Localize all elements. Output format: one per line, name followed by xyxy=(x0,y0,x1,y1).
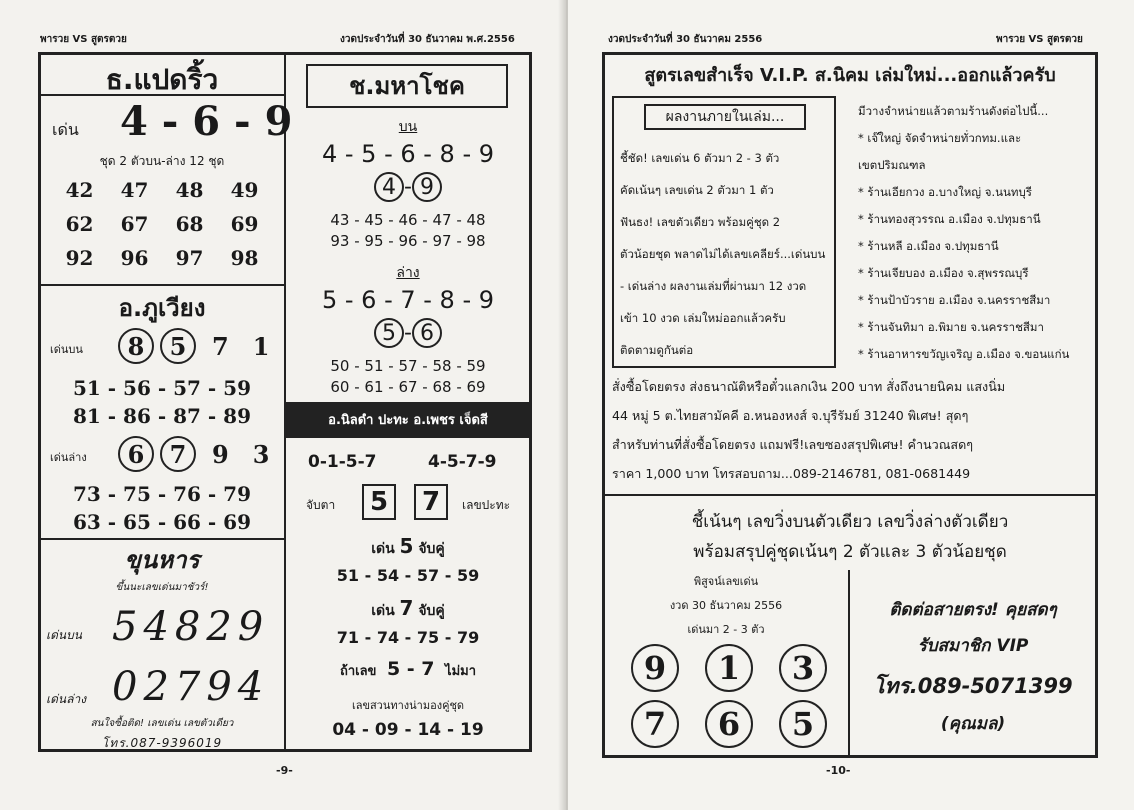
s2-bottom-rows xyxy=(40,480,284,536)
s1-number: 68 xyxy=(175,212,204,236)
s2-title: อ.ภูเวียง xyxy=(118,294,206,322)
store-list-line: เขตปริมณฑล xyxy=(858,158,926,172)
s4-bottom-row: 5 - 6 - 7 - 8 - 9 xyxy=(321,286,495,314)
s1-number: 67 xyxy=(120,212,149,236)
s4-top-pair-row-1: 43 - 45 - 46 - 47 - 48 xyxy=(330,211,486,229)
s2-top-plain-2: 1 xyxy=(252,331,270,361)
s5-row5: 51 - 54 - 57 - 59 xyxy=(336,566,480,585)
s2-bottom-plain-1: 9 xyxy=(212,439,229,469)
s2-top-rows xyxy=(40,374,284,430)
s4-title: ช.มหาโชค xyxy=(306,64,508,108)
inner-result-line: ตัวน้อยชุด พลาดไม่ได้เลขเคลียร์...เด่นบน xyxy=(620,247,826,261)
order-info xyxy=(612,372,1094,488)
store-list-line: * ร้านหลี อ.เมือง จ.ปทุมธานี xyxy=(858,239,999,253)
s1-number: 62 xyxy=(65,212,94,236)
s3-phone: โทร.087-9396019 xyxy=(101,736,223,750)
s1-number: 92 xyxy=(65,246,94,270)
inner-result-line: คัดเน้นๆ เลขเด่น 2 ตัวมา 1 ตัว xyxy=(620,183,774,197)
inner-result-line: ติดตามดูกันต่อ xyxy=(620,343,694,357)
left-page-number: -9- xyxy=(276,764,293,777)
s5-box-2: 7 xyxy=(414,484,448,520)
s1-number-grid xyxy=(40,178,284,270)
s5-if-label: ถ้าเลข xyxy=(339,664,377,679)
proof-circle-4: 7 xyxy=(631,700,679,748)
s5-lead7-label: เด่น xyxy=(371,603,395,619)
s4-bottom-circle-2: 6 xyxy=(412,318,442,348)
promo-line-1: ชี้เน้นๆ เลขวิ่งบนตัวเดียว เลขวิ่งล่างตัวเดียว xyxy=(691,512,1009,532)
s5-lead5-number: 5 xyxy=(399,534,414,558)
s1-number: 48 xyxy=(175,178,204,202)
s2-bottom-plain-2: 3 xyxy=(252,439,270,469)
s5-row1-left: 0-1-5-7 xyxy=(308,452,377,472)
s4-bottom-pair-row-1: 50 - 51 - 57 - 58 - 59 xyxy=(330,357,486,375)
s5-lead5-tail: จับคู่ xyxy=(418,541,445,557)
s2-top-row-1: 51 - 56 - 57 - 59 xyxy=(72,376,251,400)
s5-lead7 xyxy=(286,596,530,622)
s1-bottom-rule xyxy=(40,284,284,286)
s5-if-numbers: 5 - 7 xyxy=(386,658,435,680)
s3-bottom-number: 02794 xyxy=(112,664,270,710)
order-bottom-rule xyxy=(604,494,1096,496)
s1-subtitle: ชุด 2 ตัวบน-ล่าง 12 ชุด xyxy=(99,154,225,168)
proof-title: พิสูจน์เลขเด่น xyxy=(693,575,759,588)
s5-lead5-label: เด่น xyxy=(371,541,395,557)
order-line: สำหรับท่านที่สั่งซื้อโดยตรง แถมฟรี!เลขซองสรุปพิเศษ! คำนวณสดๆ xyxy=(612,437,974,452)
s2-top-circle-2: 5 xyxy=(160,328,196,364)
s3-title: ขุนหาร xyxy=(124,546,200,574)
s3-note: สนใจซื้อติด! เลขเด่น เลขตัวเดียว xyxy=(90,718,234,729)
s3-subtitle: ขึ้นนะเลขเด่นมาชัวร์! xyxy=(115,582,209,593)
proof-numbers xyxy=(618,644,840,748)
s5-lead7-tail: จับคู่ xyxy=(418,603,445,619)
s1-number: 69 xyxy=(230,212,259,236)
proof-circle-3: 3 xyxy=(779,644,827,692)
s4-bottom-pairs xyxy=(286,356,530,398)
s1-title-rule xyxy=(40,94,284,96)
s3-bottom-label: เด่นล่าง xyxy=(46,692,87,706)
s2-bottom-circle-2: 7 xyxy=(160,436,196,472)
right-page xyxy=(568,0,1134,810)
contact-phone: โทร.089-5071399 xyxy=(873,674,1073,698)
s5-pair-row: 04 - 09 - 14 - 19 xyxy=(332,720,484,740)
inner-result-line: ชี้ชัด! เลขเด่น 6 ตัวมา 2 - 3 ตัว xyxy=(620,151,780,165)
left-header-title: พารวย VS สูตรตวย xyxy=(40,34,127,45)
store-list-line: * ร้านเจียบอง อ.เมือง จ.สุพรรณบุรี xyxy=(858,266,1029,280)
promo-line-2: พร้อมสรุปคู่ชุดเน้นๆ 2 ตัวและ 3 ตัวน้อยชุด xyxy=(693,542,1007,562)
contact-line-2: รับสมาชิก VIP xyxy=(917,636,1029,656)
proof-circle-1: 9 xyxy=(631,644,679,692)
proof-circle-5: 6 xyxy=(705,700,753,748)
right-header-date: งวดประจำวันที่ 30 ธันวาคม 2556 xyxy=(608,34,763,45)
s1-number: 96 xyxy=(120,246,149,270)
s1-number: 49 xyxy=(230,178,259,202)
right-main-title: สูตรเลขสำเร็จ V.I.P. ส.นิคม เล่มใหม่...ออกแล้วครับ xyxy=(644,65,1056,86)
s5-if-tail: ไม่มา xyxy=(445,664,477,679)
s1-number: 42 xyxy=(65,178,94,202)
s5-lead7-number: 7 xyxy=(399,596,414,620)
left-page xyxy=(0,0,566,810)
store-list-line: มีวางจำหน่ายแล้วตามร้านดังต่อไปนี้... xyxy=(858,104,1049,118)
s1-number: 97 xyxy=(175,246,204,270)
s4-bottom-pair-row-2: 60 - 61 - 67 - 68 - 69 xyxy=(330,378,486,396)
store-list-line: * ร้านเอียกวง อ.บางใหญ่ จ.นนทบุรี xyxy=(858,185,1032,199)
s2-top-row-2: 81 - 86 - 87 - 89 xyxy=(72,404,251,428)
s2-bottom-lead xyxy=(118,436,269,472)
s1-lead-label: เด่น xyxy=(52,120,79,139)
order-line: สั่งซื้อโดยตรง ส่งธนาณัติหรือตั๋วแลกเงิน 200 บาท สั่งถึงนายนิคม แสงนิ่ม xyxy=(612,379,1006,394)
right-header-title: พารวย VS สูตรตวย xyxy=(996,34,1083,45)
right-page-number: -10- xyxy=(826,764,851,777)
s2-top-label: เด่นบน xyxy=(50,343,83,356)
s4-top-circle-2: 9 xyxy=(412,172,442,202)
s5-row7: 71 - 74 - 75 - 79 xyxy=(336,628,480,647)
s5-if-line xyxy=(286,658,530,681)
contact-name: (คุณมล) xyxy=(940,714,1006,734)
s4-bottom-circles: 5 - 6 xyxy=(286,318,530,348)
order-line: ราคา 1,000 บาท โทรสอบถาม...089-2146781, 081-0681449 xyxy=(612,466,971,481)
s1-title: ธ.แปดริ้ว xyxy=(105,63,219,96)
store-list-line: * ร้านจันทิมา อ.พิมาย จ.นครราชสีมา xyxy=(858,320,1044,334)
inner-results-title: ผลงานภายในเล่ม... xyxy=(644,104,806,130)
s5-label-left: จับตา xyxy=(306,498,336,512)
store-list-line: * เจ๊ใหญ่ จัดจำหน่ายทั่วกทม.และ xyxy=(858,131,1022,145)
contact-line-1: ติดต่อสายตรง! คุยสดๆ xyxy=(889,600,1057,620)
store-list-line: * ร้านอาหารขวัญเจริญ อ.เมือง จ.ขอนแก่น xyxy=(858,347,1070,361)
inner-result-line: - เด่นล่าง ผลงานเล่มที่ผ่านมา 12 งวด xyxy=(620,279,807,293)
proof-circle-2: 1 xyxy=(705,644,753,692)
s4-top-row: 4 - 5 - 6 - 8 - 9 xyxy=(321,140,495,168)
s3-top-number: 54829 xyxy=(112,604,270,650)
s5-box-1: 5 xyxy=(362,484,396,520)
s4-top-circles: 4 - 9 xyxy=(286,172,530,202)
s2-bottom-circle-1: 6 xyxy=(118,436,154,472)
s4-bottom-label: ล่าง xyxy=(396,265,420,281)
s2-bottom-row-2: 63 - 65 - 66 - 69 xyxy=(72,510,251,534)
proof-circle-6: 5 xyxy=(779,700,827,748)
s5-label-right: เลขปะทะ xyxy=(462,498,511,512)
s5-lead5 xyxy=(286,534,530,560)
s4-top-pair-row-2: 93 - 95 - 96 - 97 - 98 xyxy=(330,232,486,250)
s1-number: 98 xyxy=(230,246,259,270)
s2-top-circle-1: 8 xyxy=(118,328,154,364)
s1-number: 47 xyxy=(120,178,149,202)
store-list-line: * ร้านทองสุวรรณ อ.เมือง จ.ปทุมธานี xyxy=(858,212,1041,226)
s5-row1-right: 4-5-7-9 xyxy=(428,452,497,472)
left-header-date: งวดประจำวันที่ 30 ธันวาคม พ.ศ.2556 xyxy=(340,34,515,45)
s2-top-plain-1: 7 xyxy=(212,331,229,361)
proof-date: งวด 30 ธันวาคม 2556 xyxy=(669,599,783,612)
s5-pair-label: เลขสวนทางน่ามองคู่ชุด xyxy=(351,699,465,712)
s4-top-pairs xyxy=(286,210,530,252)
store-list-line: * ร้านป้าบัวราย อ.เมือง จ.นครราชสีมา xyxy=(858,293,1051,307)
s4-top-label: บน xyxy=(398,119,418,135)
s4-top-circle-1: 4 xyxy=(374,172,404,202)
proof-sub: เด่นมา 2 - 3 ตัว xyxy=(687,623,765,636)
s1-lead-numbers: 4 - 6 - 9 xyxy=(120,98,293,145)
s2-bottom-label: เด่นล่าง xyxy=(50,451,87,464)
s2-bottom-row-1: 73 - 75 - 76 - 79 xyxy=(72,482,251,506)
order-line: 44 หมู่ 5 ต.ไทยสามัคคี อ.หนองหงส์ จ.บุรีรัมย์ 31240 พิเศษ! สุดๆ xyxy=(612,408,969,423)
inner-result-line: เข้า 10 งวด เล่มใหม่ออกแล้วครับ xyxy=(620,311,786,325)
inner-result-line: ฟันธง! เลขตัวเดียว พร้อมคู่ชุด 2 xyxy=(620,215,781,229)
s4-bottom-circle-1: 5 xyxy=(374,318,404,348)
s2-top-lead xyxy=(118,328,269,364)
s5-banner: อ.นิลดำ ปะทะ อ.เพชร เจ็ดสี xyxy=(286,404,530,438)
inner-results-lines xyxy=(620,142,830,366)
s3-top-label: เด่นบน xyxy=(46,628,82,642)
store-list xyxy=(858,98,1094,368)
